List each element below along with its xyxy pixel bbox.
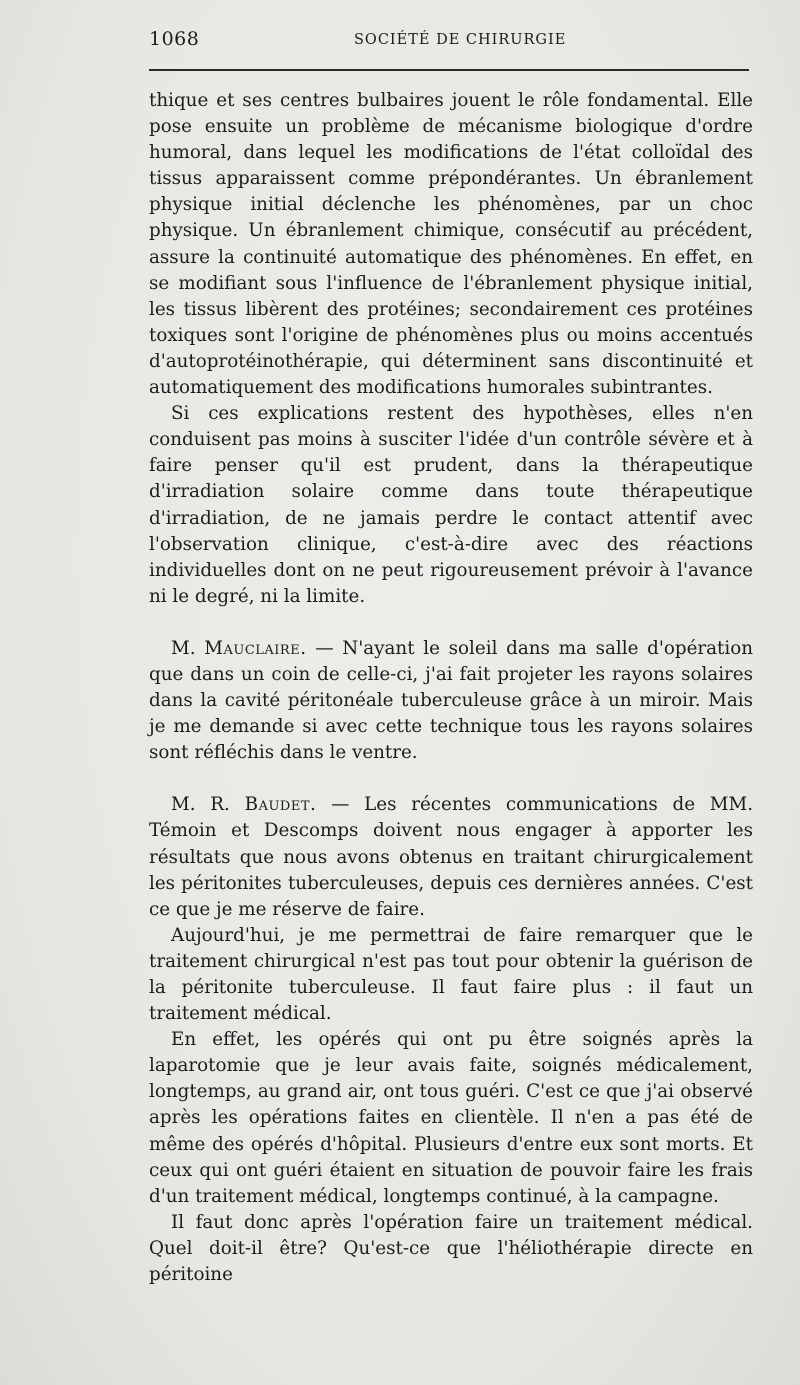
paragraph-6: En effet, les opérés qui ont pu être soignés après la laparotomie que je leur avais faite, soignés médicalement, longtemps, au grand air, ont tous guéri. C'est ce que j'ai observé après les opérations faites en clientèle. Il n'en a pas été de même des opérés d'hôpital. Plusieurs d'entre eux sont morts. Et ceux qui ont guéri étaient en situation de pouvoir faire les frais d'un traitement médical, longtemps continué, à la campagne. (149, 1029, 753, 1207)
paragraph-2: Si ces explications restent des hypothèses, elles n'en conduisent pas moins à susciter l'idée d'un contrôle sévère et à faire penser qu'il est prudent, dans la thérapeutique d'irradiation solaire comme dans toute thérapeutique d'irradiation, de ne jamais perdre le contact attentif avec l'observation clinique, c'est-à-dire avec des réactions individuelles dont on ne peut rigoureusement prévoir à l'avance ni le degré, ni la limite. (149, 403, 753, 607)
speech-text: — N'ayant le soleil dans ma salle d'opération que dans un coin de celle-ci, j'ai fait projeter les rayons solaires dans la cavité péritonéale tuberculeuse grâce à un miroir. Mais je me demande si avec cette technique tous les rayons solaires sont réfléchis dans le ventre. (149, 637, 753, 764)
speaker-name: Baudet. (244, 794, 317, 816)
speaker-prefix: M. (171, 637, 196, 659)
paragraph-1: thique et ses centres bulbaires jouent le rôle fondamental. Elle pose ensuite un problème de mécanisme biologique d'ordre humoral, dans lequel les modifications de l'état colloïdal des tissus apparaissent comme prépondérantes. Un ébranlement physique initial déclenche les phénomènes, par un choc physique. Un ébranlement chimique, consécutif au précédent, assure la continuité automatique des phénomènes. En effet, en se modifiant sous l'influence de l'ébranlement physique initial, les tissus libèrent des protéines; secondairement ces protéines toxiques sont l'origine de phénomènes plus ou moins accentués d'autoprotéinothérapie, qui déterminent sans discontinuité et automatiquement des modifications humorales subintrantes. (149, 90, 753, 399)
paragraph-7: Il faut donc après l'opération faire un traitement médical. Quel doit-il être? Qu'est-ce que l'héliothérapie directe en péritoine (149, 1211, 753, 1286)
body-text (149, 88, 753, 1288)
speech-text: — Les récentes communications de MM. Témoin et Descomps doivent nous engager à apporter les résultats que nous avons obtenus en traitant chirurgicalement les péritonites tuberculeuses, depuis ces dernières années. C'est ce que je me réserve de faire. (149, 794, 754, 920)
paragraph-5: Aujourd'hui, je me permettrai de faire remarquer que le traitement chirurgical n'est pas tout pour obtenir la guérison de la péritonite tuberculeuse. Il faut faire plus : il faut un traitement médical. (149, 924, 753, 1025)
page-header (149, 28, 751, 58)
paragraph-baudet (149, 792, 753, 922)
page-number: 1068 (149, 28, 200, 50)
speaker-name: Mauclaire. (204, 637, 307, 659)
speaker-prefix: M. R. (171, 794, 230, 816)
running-head: SOCIÉTÉ DE CHIRURGIE (354, 32, 567, 48)
header-rule (149, 69, 749, 71)
paragraph-mauclaire (149, 636, 753, 766)
